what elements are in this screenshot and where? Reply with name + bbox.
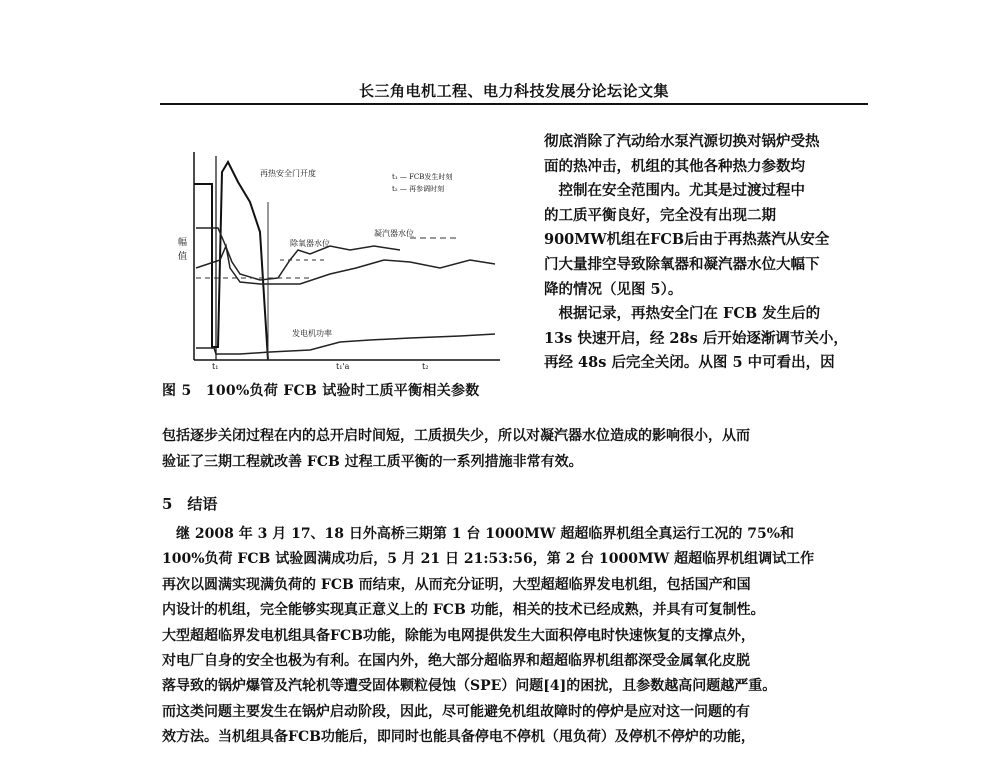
tick-t2: t₂ bbox=[422, 362, 429, 371]
label-valve: 再热安全门开度 bbox=[260, 169, 316, 178]
conclusion-line: 而这类问题主要发生在锅炉启动阶段，因此，尽可能避免机组故障时的停炉是应对这一问题的有 bbox=[162, 703, 750, 720]
conclusion-text bbox=[162, 522, 870, 751]
conclusion-line: 再次以圆满实现满负荷的 FCB 而结束，从而充分证明，大型超超临界发电机组，包括国产和国 bbox=[162, 576, 751, 593]
section-heading: 5 结语 bbox=[162, 495, 218, 513]
conclusion-line: 落导致的锅炉爆管及汽轮机等遭受固体颗粒侵蚀（SPE）问题[4]的困扰，且参数越高问题越严重。 bbox=[162, 678, 777, 695]
header-rule bbox=[160, 103, 868, 105]
right-line: 13s 快速开启，经 28s 后开始逐渐调节关小， bbox=[544, 329, 848, 347]
right-line: 控制在安全范围内。尤其是过渡过程中 bbox=[544, 182, 805, 200]
body-line: 验证了三期工程就改善 FCB 过程工质平衡的一系列措施非常有效。 bbox=[162, 454, 583, 470]
right-line: 彻底消除了汽动给水泵汽源切换对锅炉受热 bbox=[544, 133, 820, 150]
tick-mid: t₁'a bbox=[336, 362, 350, 371]
tick-t1: t₁ bbox=[212, 362, 219, 371]
right-line: 面的热冲击，机组的其他各种热力参数均 bbox=[544, 157, 805, 175]
legend-t1: t₁ — FCB发生时刻 bbox=[392, 173, 453, 181]
label-deaerator: 除氧器水位 bbox=[290, 239, 330, 248]
right-line: 的工质平衡良好，完全没有出现二期 bbox=[544, 206, 776, 224]
figure-5 bbox=[160, 142, 520, 382]
body-line: 包括逐步关闭过程在内的总开启时间短，工质损失少，所以对凝汽器水位造成的影响很小，从而 bbox=[162, 428, 750, 444]
deaerator-level-curve bbox=[196, 228, 400, 280]
figure-5-plot bbox=[160, 142, 520, 382]
running-header: 长三角电机工程、电力科技发展分论坛论文集 bbox=[358, 82, 669, 100]
right-line: 根据记录，再热安全门在 FCB 发生后的 bbox=[544, 305, 821, 323]
label-condenser: 凝汽器水位 bbox=[374, 229, 414, 238]
condenser-level-curve bbox=[196, 246, 495, 284]
conclusion-line: 效方法。当机组具备FCB功能后，即同时也能具备停电不停机（甩负荷）及停机不停炉的功能， bbox=[162, 729, 755, 746]
right-line: 再经 48s 后完全关闭。从图 5 中可看出，因 bbox=[544, 354, 835, 372]
conclusion-line: 对电厂自身的安全也极为有利。在国内外，绝大部分超临界和超超临界机组都深受金属氧化皮脱 bbox=[162, 652, 750, 669]
right-line: 门大量排空导致除氧器和凝汽器水位大幅下 bbox=[544, 255, 820, 273]
right-column-text bbox=[544, 130, 870, 376]
generator-power-curve bbox=[196, 334, 495, 354]
label-power: 发电机功率 bbox=[292, 329, 332, 338]
right-line: 900MW机组在FCB后由于再热蒸汽从安全 bbox=[544, 231, 830, 249]
legend-t2: t₂ — 再参调时刻 bbox=[392, 185, 445, 193]
y-axis-label: 幅 值 bbox=[178, 238, 188, 262]
conclusion-line: 继 2008 年 3 月 17、18 日外高桥三期第 1 台 1000MW 超超临界机组全真运行工况的 75%和 bbox=[162, 526, 794, 542]
conclusion-line: 100%负荷 FCB 试验圆满成功后，5 月 21 日 21:53:56，第 2 台 1000MW 超超临界机组调试工作 bbox=[162, 551, 815, 568]
conclusion-line: 内设计的机组，完全能够实现真正意义上的 FCB 功能，相关的技术已经成熟，并具有可复制性。 bbox=[162, 602, 765, 619]
right-line: 降的情况（见图 5）。 bbox=[544, 280, 683, 298]
figure-caption: 图 5 100%负荷 FCB 试验时工质平衡相关参数 bbox=[162, 383, 480, 399]
conclusion-line: 大型超超临界发电机组具备FCB功能，除能为电网提供发生大面积停电时快速恢复的支撑点外， bbox=[162, 627, 755, 644]
